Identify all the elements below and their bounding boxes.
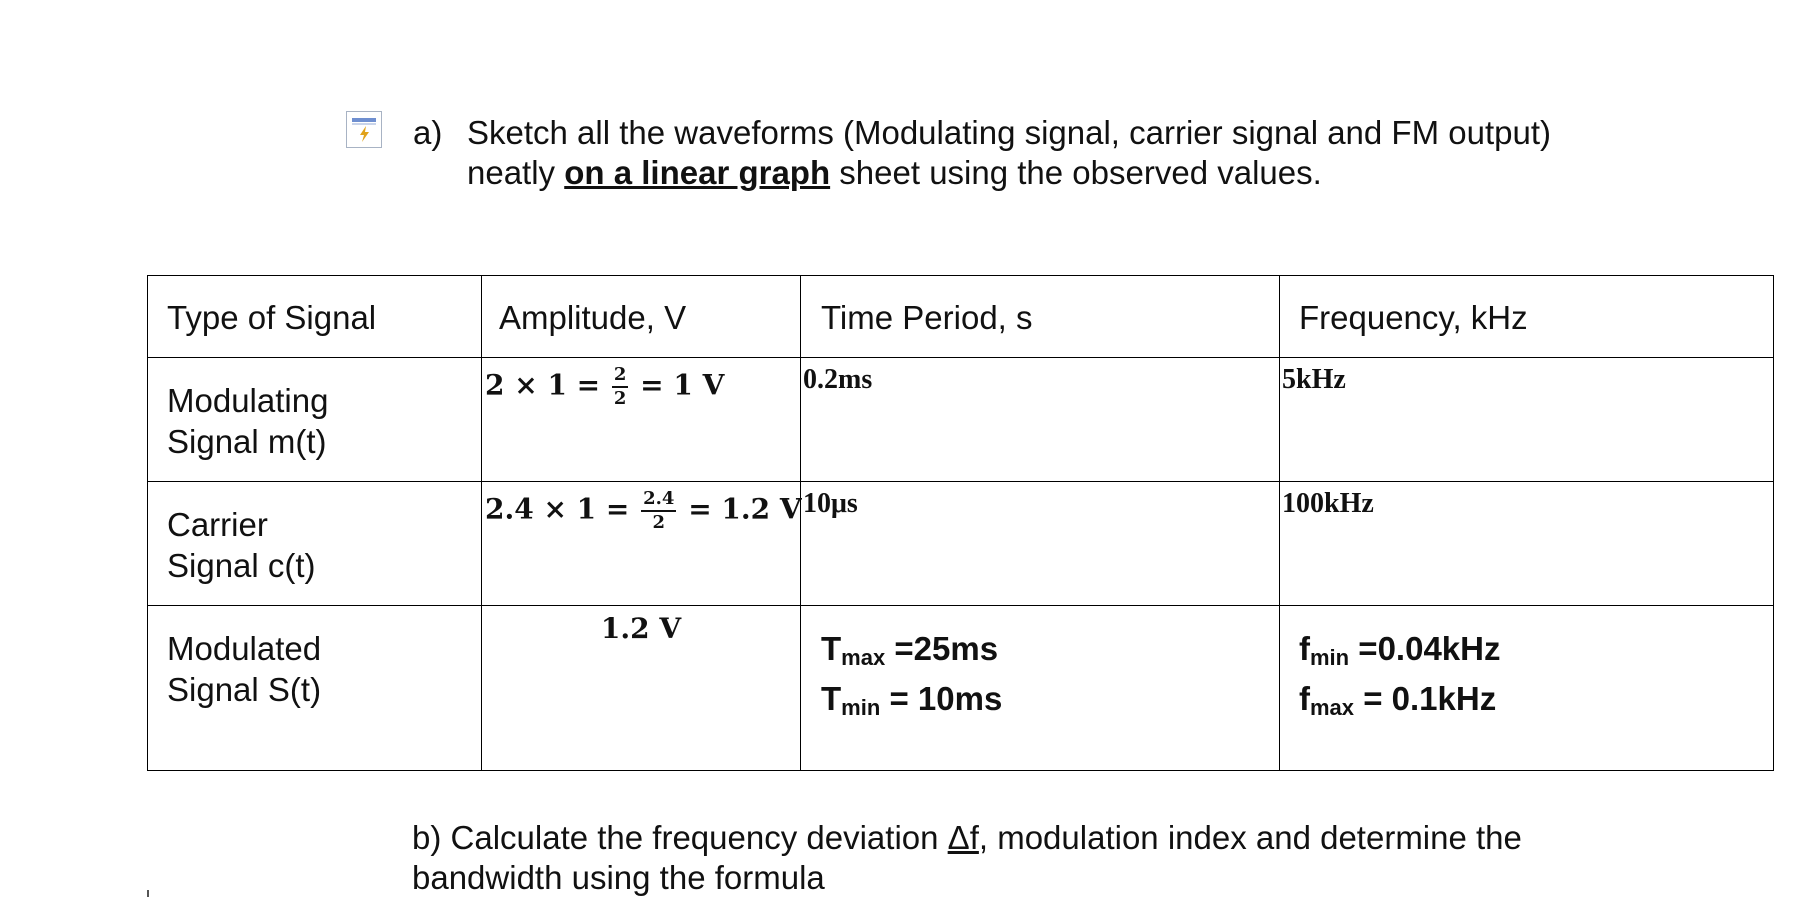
tmax-symbol: T: [821, 630, 842, 667]
question-a-line1: Sketch all the waveforms (Modulating signal, carrier signal and FM output): [467, 114, 1551, 151]
amplitude-cell: [482, 606, 801, 771]
period-value: 0.2ms: [803, 364, 873, 395]
question-b-pre: b) Calculate the frequency deviation: [412, 819, 948, 856]
question-a-line2: [467, 153, 1727, 193]
table-header-row: [148, 276, 1774, 358]
frequency-cell: [1280, 358, 1774, 482]
question-a: [467, 113, 1727, 193]
fmin-symbol: f: [1299, 630, 1310, 667]
signal-type: [148, 606, 481, 710]
tmax-value: =25ms: [885, 630, 999, 667]
text-cursor: [147, 890, 149, 897]
tmin-line: [821, 678, 1279, 728]
fmax-symbol: f: [1299, 680, 1310, 717]
signal-type: [148, 358, 481, 462]
comment-note-icon[interactable]: [346, 111, 382, 148]
fraction-numerator: 2: [612, 364, 629, 388]
header-frequency: Frequency, kHz: [1299, 299, 1528, 336]
header-frequency-cell: [1280, 276, 1774, 358]
tmax-line: [821, 628, 1279, 678]
table-row: [148, 358, 1774, 482]
signal-type-line1: Modulated: [167, 630, 322, 667]
header-amplitude: Amplitude, V: [499, 299, 687, 336]
fmax-line: [1299, 678, 1773, 728]
frequency-value: 5kHz: [1282, 364, 1346, 395]
amplitude-rhs: = 1 V: [640, 368, 725, 402]
fraction-numerator: 2.4: [641, 488, 676, 512]
amplitude-expression: [482, 482, 800, 534]
header-amplitude-cell: [482, 276, 801, 358]
fraction-denominator: 2: [613, 388, 627, 409]
amplitude-lhs: 2 × 1 =: [485, 368, 601, 402]
period-cell: [801, 606, 1280, 771]
question-b-line1: [412, 818, 1752, 858]
header-type: Type of Signal: [167, 299, 377, 336]
amplitude-fraction: [641, 488, 676, 534]
signal-type-line2: Signal m(t): [167, 423, 327, 460]
amplitude-cell: [482, 482, 801, 606]
question-b-line2: bandwidth using the formula: [412, 859, 825, 896]
table-row: [148, 606, 1774, 771]
fmin-subscript: min: [1310, 645, 1350, 670]
signal-type-line1: Carrier: [167, 506, 268, 543]
header-type-cell: [148, 276, 482, 358]
tmin-subscript: min: [841, 695, 881, 720]
fmax-subscript: max: [1310, 695, 1355, 720]
tmin-symbol: T: [821, 680, 842, 717]
signal-type-line2: Signal c(t): [167, 547, 316, 584]
fmin-line: [1299, 628, 1773, 678]
period-cell: [801, 358, 1280, 482]
question-b: [412, 818, 1752, 898]
table-row: [148, 482, 1774, 606]
amplitude-expression: [482, 358, 800, 410]
type-cell: [148, 358, 482, 482]
question-a-line2-post: sheet using the observed values.: [830, 154, 1322, 191]
amplitude-lhs: 2.4 × 1 =: [485, 492, 630, 526]
question-a-emphasis: on a linear graph: [564, 154, 831, 191]
period-cell: [801, 482, 1280, 606]
observations-table: [147, 275, 1774, 771]
frequency-values: [1280, 606, 1773, 728]
question-a-label: a): [413, 114, 443, 151]
fmax-value: = 0.1kHz: [1354, 680, 1497, 717]
amplitude-value: 1.2 V: [600, 612, 682, 645]
period-values: [801, 606, 1279, 728]
frequency-cell: [1280, 482, 1774, 606]
fmin-value: =0.04kHz: [1349, 630, 1501, 667]
question-a-line2-pre: neatly: [467, 154, 565, 191]
tmin-value: = 10ms: [880, 680, 1003, 717]
signal-type-line1: Modulating: [167, 382, 329, 419]
amplitude-rhs: = 1.2 V: [688, 492, 802, 526]
amplitude-fraction: [612, 364, 629, 410]
tmax-subscript: max: [841, 645, 886, 670]
period-value: 10μs: [803, 488, 858, 519]
fraction-denominator: 2: [652, 512, 666, 533]
signal-type-line2: Signal S(t): [167, 671, 322, 708]
type-cell: [148, 606, 482, 771]
question-b-post: , modulation index and determine the: [978, 819, 1522, 856]
amplitude-cell: [482, 358, 801, 482]
type-cell: [148, 482, 482, 606]
header-period: Time Period, s: [821, 299, 1033, 336]
header-period-cell: [801, 276, 1280, 358]
frequency-cell: [1280, 606, 1774, 771]
signal-type: [148, 482, 481, 586]
frequency-value: 100kHz: [1282, 488, 1374, 519]
frequency-deviation-symbol: Δf: [947, 819, 979, 856]
